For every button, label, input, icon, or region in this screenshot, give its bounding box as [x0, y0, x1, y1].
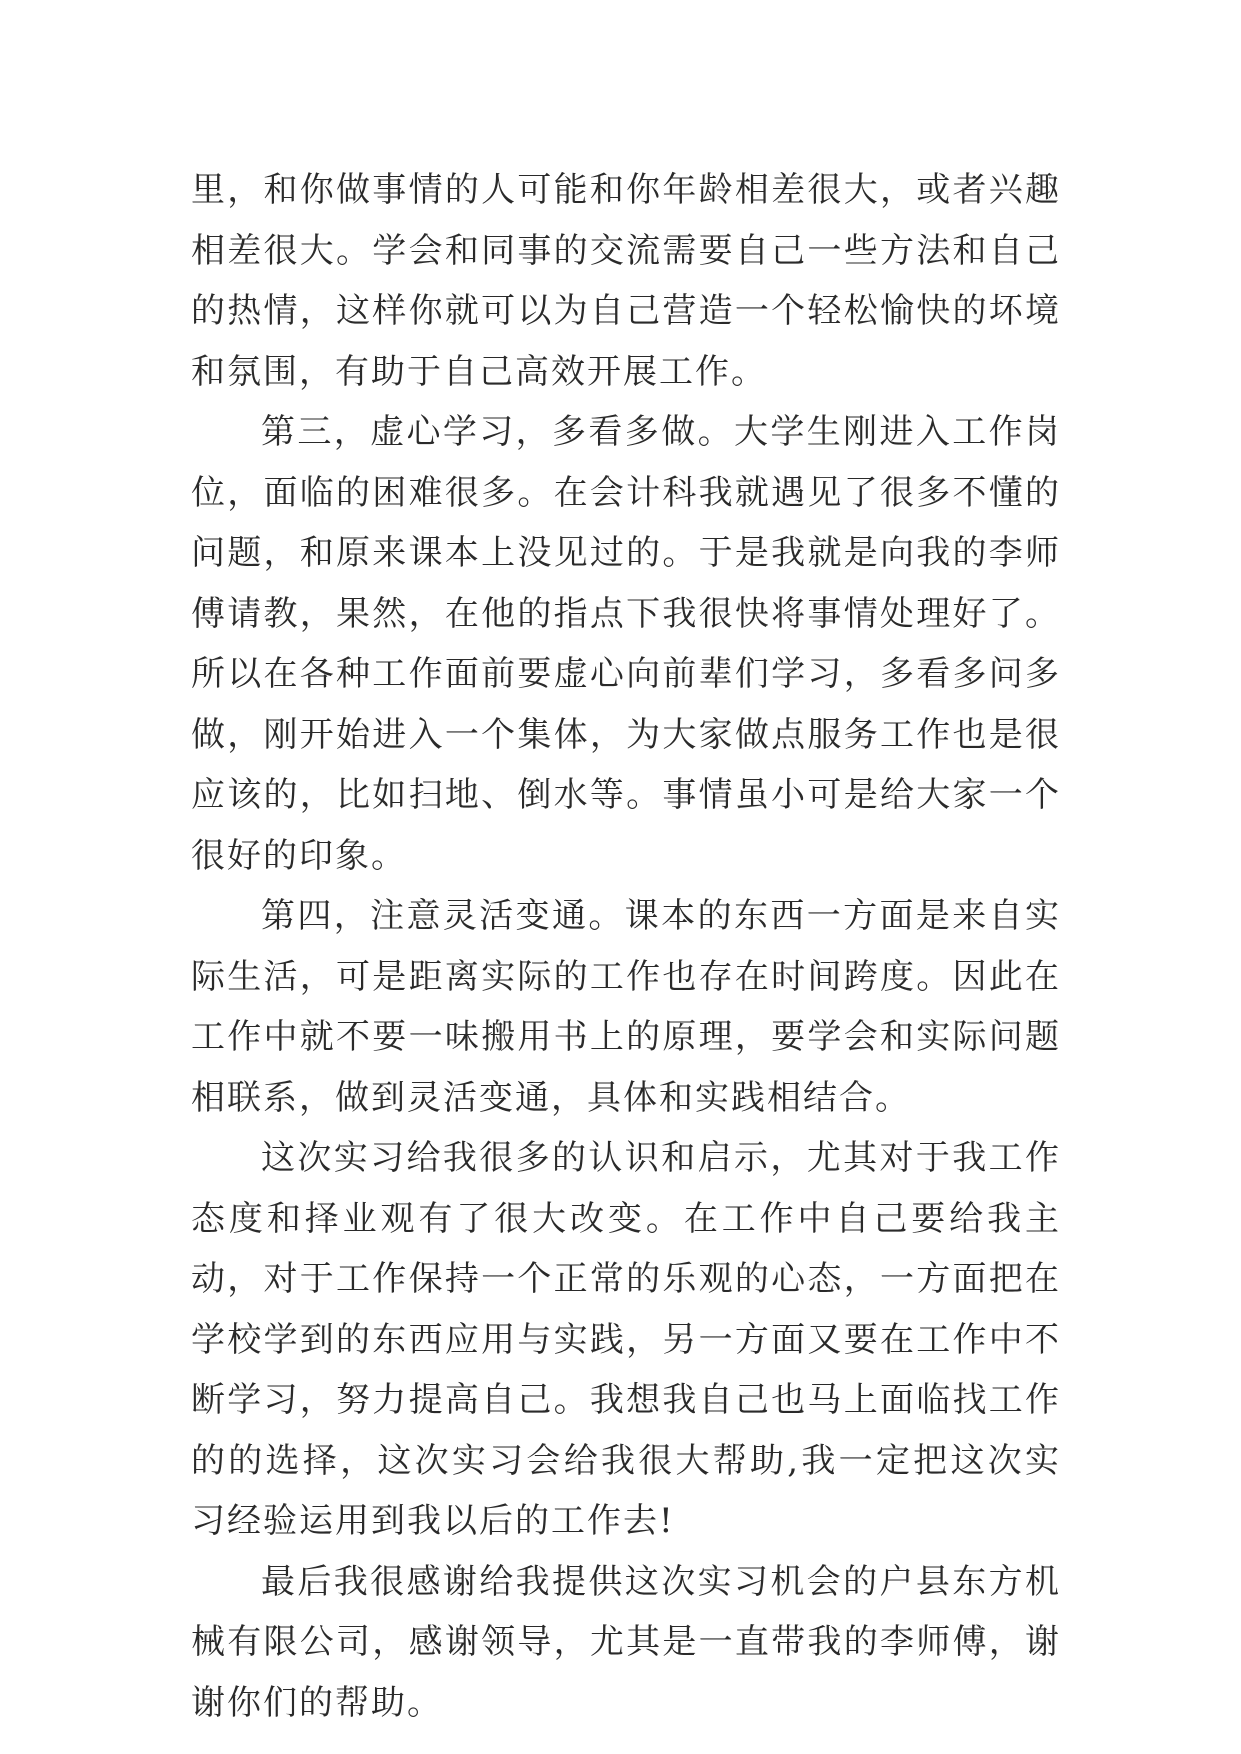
paragraph-reflection: 这次实习给我很多的认识和启示，尤其对于我工作态度和择业观有了很大改变。在工作中自己要给我主动，对于工作保持一个正常的乐观的心态，一方面把在学校学到的东西应用与实践，另一方面又要在工作中不断学习，努力提高自己。我想我自己也马上面临找工作的的选择，这次实习会给我很大帮助,我一定把这次实习经验运用到我以后的工作去! [191, 1138, 1061, 1541]
paragraph-fourth-point: 第四，注意灵活变通。课本的东西一方面是来自实际生活，可是距离实际的工作也存在时间跨度。因此在工作中就不要一味搬用书上的原理，要学会和实际问题相联系，做到灵活变通，具体和实践相结合。 [191, 896, 1061, 1118]
paragraph-acknowledgement: 最后我很感谢给我提供这次实习机会的户县东方机械有限公司，感谢领导，尤其是一直带我的李师傅，谢谢你们的帮助。 [191, 1561, 1061, 1723]
paragraph-continuation: 里，和你做事情的人可能和你年龄相差很大，或者兴趣相差很大。学会和同事的交流需要自己一些方法和自己的热情，这样你就可以为自己营造一个轻松愉快的坏境和氛围，有助于自己高效开展工作。 [191, 170, 1061, 392]
document-body [191, 160, 1061, 1733]
paragraph-third-point: 第三，虚心学习，多看多做。大学生刚进入工作岗位，面临的困难很多。在会计科我就遇见了很多不懂的问题，和原来课本上没见过的。于是我就是向我的李师傅请教，果然，在他的指点下我很快将事情处理好了。所以在各种工作面前要虚心向前辈们学习，多看多问多做，刚开始进入一个集体，为大家做点服务工作也是很应该的，比如扫地、倒水等。事情虽小可是给大家一个很好的印象。 [191, 412, 1061, 876]
